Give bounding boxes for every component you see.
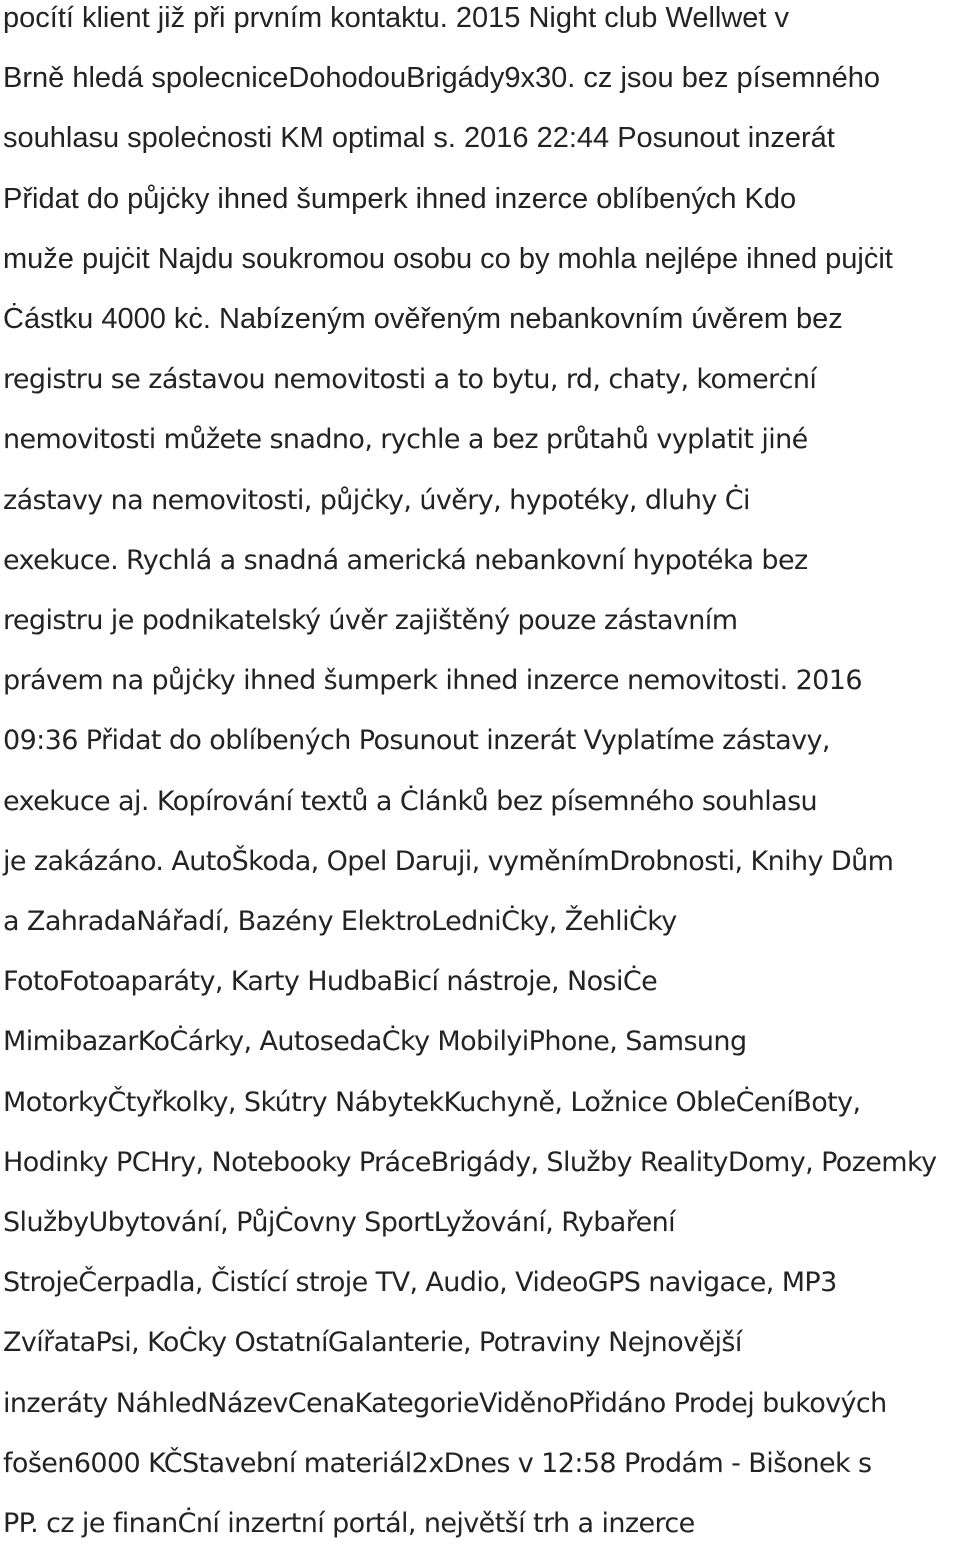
text-segment: Hodinky PCHry, Notebooky PráceBrigády, Služby RealityDomy, Pozemky (3, 1146, 937, 1178)
text-segment: Brně hledá spolecniceDohodouBrigády9x30. cz jsou bez písemného (3, 62, 881, 95)
text-segment: fošen6000 KČStavební materiál2xDnes v 12:58 Prodám - Bišonek s (3, 1447, 872, 1479)
text-line (3, 301, 843, 337)
text-line (3, 542, 808, 579)
text-line (3, 843, 893, 880)
text-line (3, 963, 657, 1000)
text-segment: je zakázáno. AutoŠkoda, Opel Daruji, vyměnímDrobnosti, Knihy Dům (3, 845, 894, 877)
text-segment: a ZahradaNářadí, Bazény ElektroLedniĊky, ŽehliĊky (3, 906, 677, 937)
text-segment: muže pujċit Najdu soukromou osobu co by mohla nejlépe ihned pujċit (3, 242, 893, 275)
text-segment: právem na půjċky ihned šumperk ihned inzerce nemovitosti. 2016 (3, 665, 862, 697)
text-segment: registru se zástavou nemovitosti a to bytu, rd, chaty, komerċní (3, 364, 817, 396)
text-segment: SlužbyUbytování, PůjĊovny SportLyžování, Rybaření (3, 1207, 676, 1238)
text-segment: inzeráty NáhledNázevCenaKategorieViděnoPřidáno Prodej bukových (3, 1387, 887, 1419)
text-line (3, 361, 816, 398)
text-line (3, 241, 893, 277)
text-segment: nemovitosti můžete snadno, rychle a bez průtahů vyplatit jiné (3, 424, 808, 456)
text-line (3, 1264, 837, 1301)
text-line (3, 181, 796, 217)
text-line (3, 1445, 872, 1482)
text-segment: FotoFotoaparáty, Karty HudbaBicí nástroje, NosiĊe (3, 966, 658, 998)
text-segment: zástavy na nemovitosti, půjċky, úvěry, hypotéky, dluhy Ċi (3, 484, 750, 516)
text-segment: souhlasu spoleċnosti KM optimal s. 2016 22:44 Posunout inzerát (3, 122, 835, 155)
text-line (3, 1324, 742, 1361)
text-line (3, 1084, 860, 1121)
text-line (3, 1385, 887, 1422)
text-line (3, 0, 789, 36)
text-line (3, 482, 750, 519)
text-segment: exekuce aj. Kopírování textů a Ċlánků bez písemného souhlasu (3, 785, 818, 817)
text-line (3, 602, 737, 639)
text-line (3, 120, 835, 156)
text-line (3, 421, 808, 458)
text-line (3, 60, 880, 96)
text-segment: MotorkyČtyřkolky, Skútry NábytekKuchyně, Ložnice ObleĊeníBoty, (3, 1086, 861, 1118)
text-line (3, 1204, 675, 1241)
text-segment: pocítí klient již při prvním kontaktu. 2015 Night club Wellwet v (3, 2, 790, 34)
text-line (3, 1144, 936, 1181)
text-segment: PP. cz je finanĊní inzertní portál, největší trh a inzerce (3, 1508, 695, 1539)
text-line (3, 1023, 747, 1060)
text-segment: 09:36 Přidat do oblíbených Posunout inzerát Vyplatíme zástavy, (3, 725, 830, 757)
text-line (3, 1505, 695, 1542)
text-segment: Přidat do půjċky ihned šumperk ihned inzerce oblíbených Kdo (3, 182, 797, 215)
text-segment: registru je podnikatelský úvěr zajištěný pouze zástavním (3, 605, 738, 636)
text-segment: ZvířataPsi, KoĊky OstatníGalanterie, Potraviny Nejnovější (3, 1327, 742, 1359)
text-segment: MimibazarKoĊárky, AutosedaĊky MobilyiPhone, Samsung (3, 1026, 747, 1058)
text-segment: Ċástku 4000 kċ. Nabízeným ověřeným nebankovním úvěrem bez (3, 303, 843, 335)
text-line (3, 903, 677, 940)
text-segment: exekuce. Rychlá a snadná americká nebankovní hypotéka bez (3, 544, 808, 576)
text-line (3, 662, 862, 699)
text-line (3, 722, 830, 759)
text-line (3, 783, 817, 820)
text-segment: StrojeČerpadla, Čistící stroje TV, Audio, VideoGPS navigace, MP3 (3, 1267, 837, 1299)
